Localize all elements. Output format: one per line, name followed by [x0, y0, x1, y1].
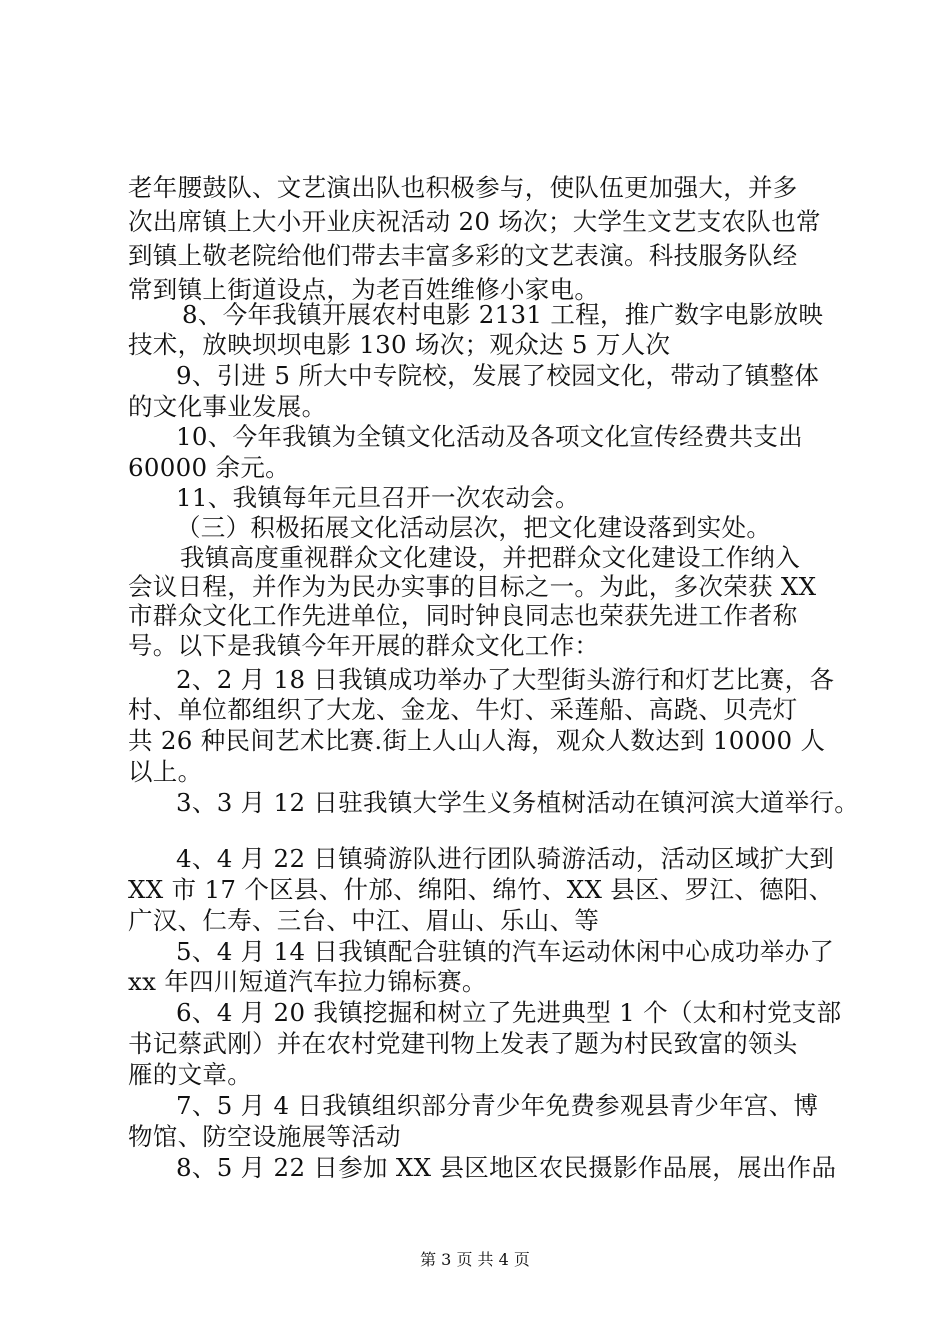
- text-line: 雁的文章。: [128, 1060, 252, 1089]
- text-line: 8、5 月 22 日参加 XX 县区地区农民摄影作品展，展出作品: [176, 1153, 837, 1182]
- text-line: 共 26 种民间艺术比赛.街上人山人海，观众人数达到 10000 人: [128, 726, 826, 755]
- text-line: 11、我镇每年元旦召开一次农动会。: [176, 483, 580, 512]
- text-line: 10、今年我镇为全镇文化活动及各项文化宣传经费共支出: [176, 422, 803, 451]
- text-line: 以上。: [128, 757, 203, 786]
- text-line: xx 年四川短道汽车拉力锦标赛。: [128, 967, 487, 996]
- section-heading: （三）积极拓展文化活动层次，把文化建设落到实处。: [176, 513, 772, 542]
- text-line: 的文化事业发展。: [128, 392, 327, 421]
- text-line: 9、引进 5 所大中专院校，发展了校园文化，带动了镇整体: [176, 361, 820, 390]
- text-line: 会议日程，并作为为民办实事的目标之一。为此，多次荣获 XX: [128, 572, 817, 601]
- text-line: 次出席镇上大小开业庆祝活动 20 场次；大学生文艺支农队也常: [128, 207, 821, 236]
- text-line: 我镇高度重视群众文化建设，并把群众文化建设工作纳入: [180, 543, 800, 572]
- text-line: 到镇上敬老院给他们带去丰富多彩的文艺表演。科技服务队经: [128, 241, 798, 270]
- text-line: 4、4 月 22 日镇骑游队进行团队骑游活动，活动区域扩大到: [176, 844, 835, 873]
- text-line: 8、今年我镇开展农村电影 2131 工程，推广数字电影放映: [182, 300, 824, 329]
- text-line: 5、4 月 14 日我镇配合驻镇的汽车运动休闲中心成功举办了: [176, 937, 835, 966]
- text-line: 号。以下是我镇今年开展的群众文化工作：: [128, 631, 600, 660]
- text-line: XX 市 17 个区县、什邡、绵阳、绵竹、XX 县区、罗江、德阳、: [128, 875, 834, 904]
- text-line: 60000 余元。: [128, 453, 290, 482]
- text-line: 常到镇上街道设点，为老百姓维修小家电。: [128, 275, 600, 304]
- text-line: 村、单位都组织了大龙、金龙、牛灯、采莲船、高跷、贝壳灯: [128, 695, 798, 724]
- text-line: 6、4 月 20 我镇挖掘和树立了先进典型 1 个（太和村党支部: [176, 998, 842, 1027]
- text-line: 7、5 月 4 日我镇组织部分青少年免费参观县青少年宫、博: [176, 1091, 819, 1120]
- text-line: 2、2 月 18 日我镇成功举办了大型街头游行和灯艺比赛，各: [176, 665, 835, 694]
- text-line: 物馆、防空设施展等活动: [128, 1122, 401, 1151]
- page-footer: 第 3 页 共 4 页: [420, 1250, 530, 1269]
- text-line: 市群众文化工作先进单位，同时钟良同志也荣获先进工作者称: [128, 601, 798, 630]
- text-line: 3、3 月 12 日驻我镇大学生义务植树活动在镇河滨大道举行。: [176, 788, 860, 817]
- text-line: 老年腰鼓队、文艺演出队也积极参与，使队伍更加强大，并多: [128, 173, 798, 202]
- text-line: 技术，放映坝坝电影 130 场次；观众达 5 万人次: [128, 330, 671, 359]
- text-line: 书记蔡武刚）并在农村党建刊物上发表了题为村民致富的领头: [128, 1029, 798, 1058]
- text-line: 广汉、仁寿、三台、中江、眉山、乐山、等: [128, 906, 600, 935]
